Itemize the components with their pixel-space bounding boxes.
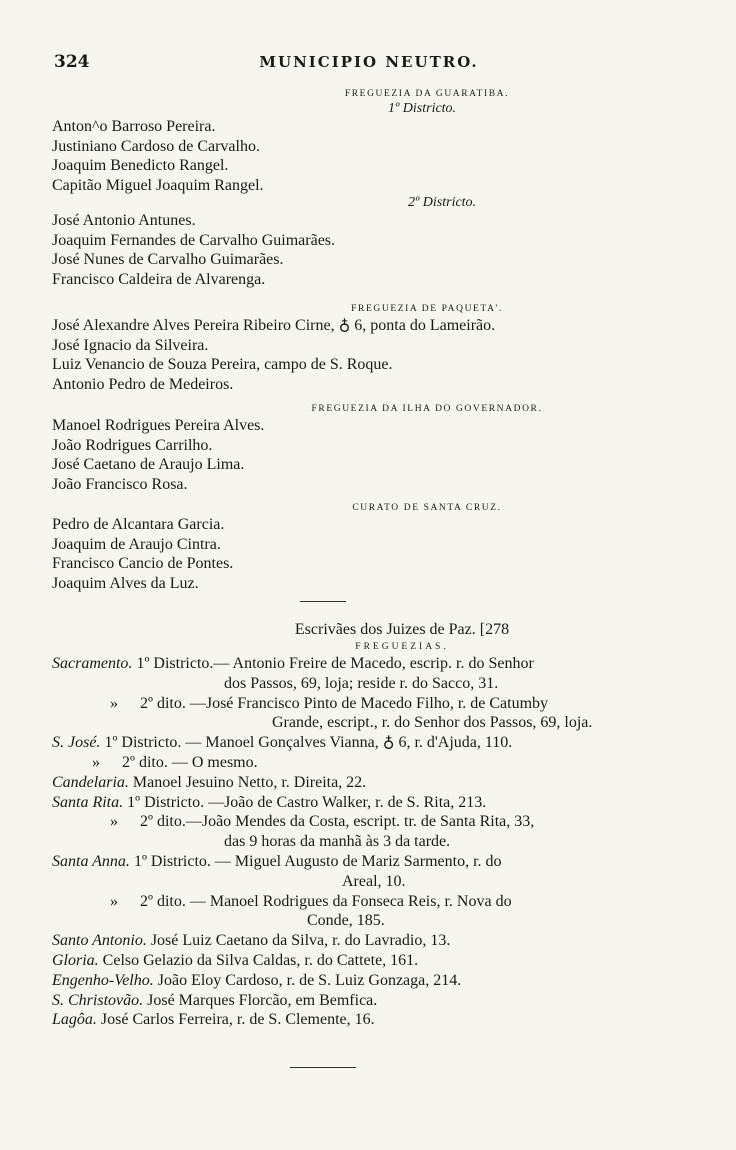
ditto-mark: » [92,753,100,771]
list-item [52,931,682,951]
entry-text: 2º dito. — O mesmo. [122,753,258,771]
list-item [52,733,682,753]
entry-text: João Eloy Cardoso, r. de S. Luiz Gonzaga, 214. [157,971,462,989]
section-title: FREGUEZIA DA GUARATIBA. [344,89,510,99]
list-item: Luiz Venancio de Souza Pereira, campo de S. Roque. [52,356,393,373]
list-item: Joaquim Fernandes de Carvalho Guimarães. [52,231,336,249]
entry-continuation: Areal, 10. [342,872,406,890]
list-item: Capitão Miguel Joaquim Rangel. [52,176,264,194]
list-item: João Rodrigues Carrilho. [52,436,213,454]
section-heading [122,620,682,640]
entry-text: José Carlos Ferreira, r. de S. Clemente, 16. [100,1011,375,1029]
section-escrivaes [52,620,682,1030]
list-item [52,694,682,714]
list-item: José Alexandre Alves Pereira Ribeiro Cirne, ♁ 6, ponta do Lameirão. [52,317,496,334]
list-item: Anton^o Barroso Pereira. [52,118,216,135]
parish-label: Candelaria. [52,773,129,791]
list-item [52,991,682,1011]
ditto-mark: » [110,813,118,831]
entry-text: Celso Gelazio da Silva Caldas, r. do Cattete, 161. [102,951,419,969]
list-item: José Nunes de Carvalho Guimarães. [52,251,284,268]
entry-text: José Luiz Caetano da Silva, r. do Lavradio, 13. [150,932,451,950]
parish-label: S. Christovão. [52,991,144,1009]
entry-text: 2º dito. — Manoel Rodrigues da Fonseca Reis, r. Nova do [140,892,512,910]
list-item [52,971,682,991]
list-item: Joaquim Alves da Luz. [52,574,199,592]
section-governador [52,403,682,494]
entry-text: 1º Districto. — Miguel Augusto de Mariz Sarmento, r. do [133,852,502,870]
list-item [52,852,682,872]
page-title: MUNICIPIO NEUTRO. [259,53,479,71]
list-item [52,793,682,813]
list-item [52,773,682,793]
entry-text: 2º dito. —José Francisco Pinto de Macedo Filho, r. de Catumby [140,694,549,712]
entry-text: 1º Districto.— Antonio Freire de Macedo, escrip. r. do Senhor [136,655,534,672]
parish-label: Engenho-Velho. [52,971,154,989]
list-item [52,654,682,674]
section-paqueta [52,303,682,394]
ditto-mark: » [110,694,118,712]
section-reference: [278 [479,621,510,638]
parish-label: Sacramento. [52,655,133,672]
section-heading-text: Escrivães dos Juizes de Paz. [294,621,476,638]
list-item: Manoel Rodrigues Pereira Alves. [52,417,265,434]
section-santa-cruz [52,502,682,593]
list-item [52,1010,682,1030]
section-title: FREGUEZIA DE PAQUETA'. [351,304,503,314]
list-item [52,892,682,912]
running-header [54,52,684,74]
section-guaratiba [52,88,682,289]
divider [300,601,346,602]
list-item: José Ignacio da Silveira. [52,336,209,354]
parish-label: Gloria. [52,951,99,969]
list-item [52,753,682,773]
entry-text: Manoel Jesuino Netto, r. Direita, 22. [132,773,367,791]
list-item [52,812,682,832]
ditto-mark: » [110,892,118,910]
divider [290,1067,356,1068]
list-item [52,951,682,971]
entry-continuation: Grande, escript., r. do Senhor dos Passos, 69, loja. [272,714,593,732]
list-item: José Caetano de Araujo Lima. [52,456,245,473]
section-subtitle: FREGUEZIAS. [355,642,449,652]
list-item: José Antonio Antunes. [52,212,196,229]
entry-text: 1º Districto. —João de Castro Walker, r. de S. Rita, 213. [127,793,487,811]
list-item: Antonio Pedro de Medeiros. [52,375,234,393]
list-item: Justiniano Cardoso de Carvalho. [52,137,260,155]
entry-continuation: dos Passos, 69, loja; reside r. do Sacco, 31. [224,674,499,692]
section-title: FREGUEZIA DA ILHA DO GOVERNADOR. [311,404,543,414]
list-item: Francisco Cancio de Pontes. [52,555,234,572]
parish-label: Santo Antonio. [52,932,147,950]
parish-label: Santa Rita. [52,793,124,811]
district-heading: 1º Districto. [387,101,457,116]
entry-continuation: Conde, 185. [307,912,385,930]
list-item: Pedro de Alcantara Garcia. [52,516,225,533]
entry-text: José Marques Florcão, em Bemfica. [147,991,378,1009]
entry-text: 2º dito.—João Mendes da Costa, escript. tr. de Santa Rita, 33, [140,813,535,831]
list-item: Francisco Caldeira de Alvarenga. [52,270,266,288]
section-title: CURATO DE SANTA CRUZ. [352,503,502,513]
parish-label: S. José. [52,734,101,752]
parish-label: Lagôa. [52,1011,97,1029]
entry-continuation: das 9 horas da manhã às 3 da tarde. [224,833,451,851]
page-number: 324 [54,52,90,72]
parish-label: Santa Anna. [52,852,130,870]
list-item: Joaquim Benedicto Rangel. [52,157,229,174]
list-item: Joaquim de Araujo Cintra. [52,535,221,553]
list-item: João Francisco Rosa. [52,475,188,493]
district-heading: 2º Districto. [407,195,477,210]
entry-text: 1º Districto. — Manoel Gonçalves Vianna, ♁ 6, r. d'Ajuda, 110. [104,734,513,752]
